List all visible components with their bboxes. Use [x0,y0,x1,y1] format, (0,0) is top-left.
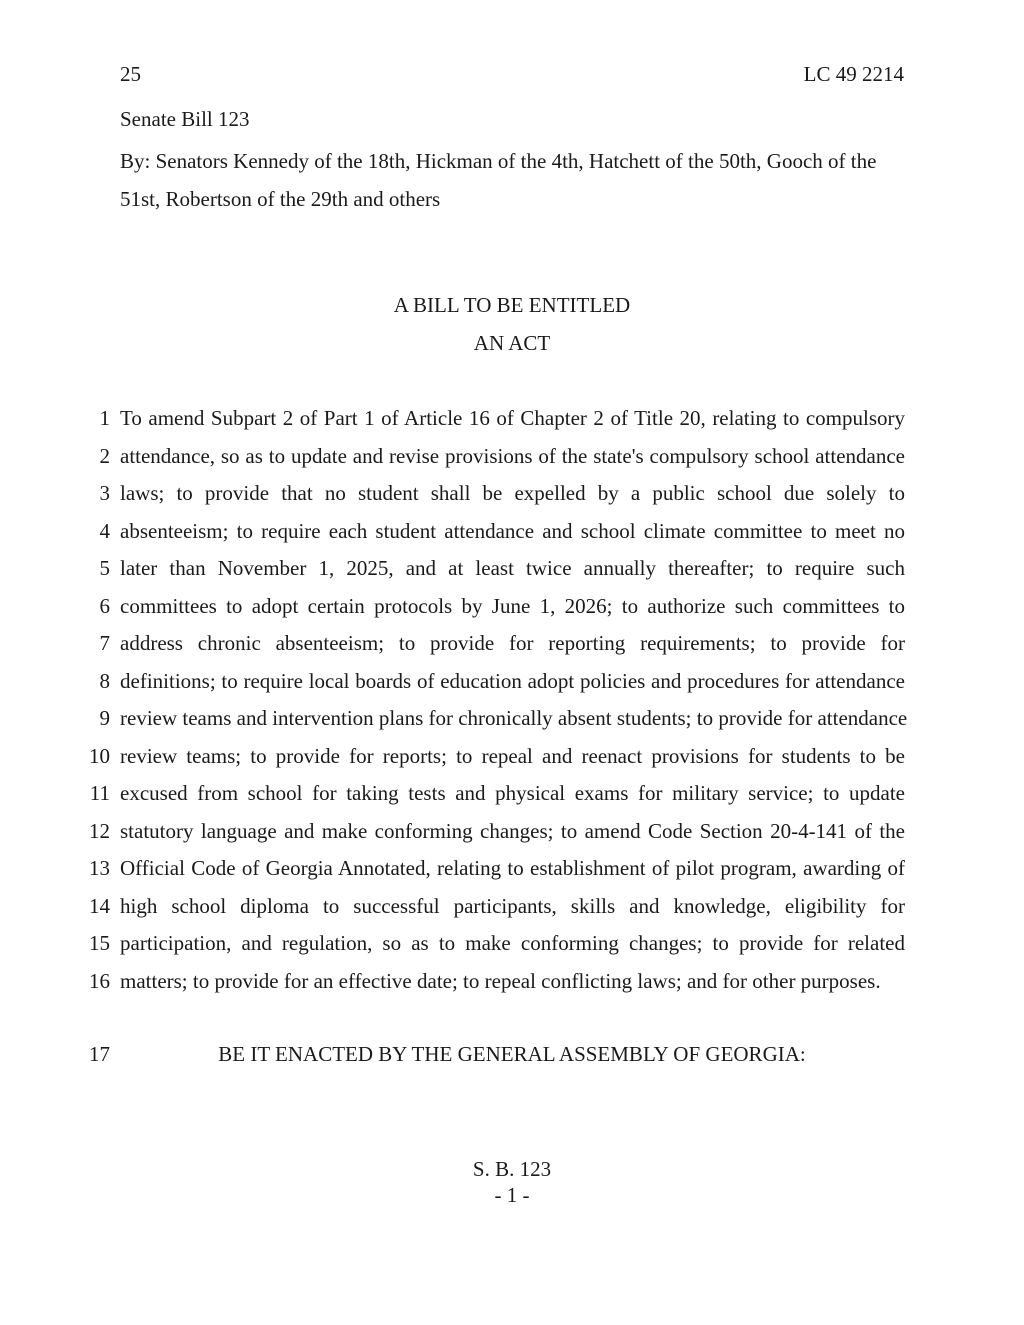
body-line [0,930,1024,968]
title-line-2: AN ACT [473,331,551,355]
line-number: 16 [89,968,110,993]
line-text: address chronic absenteeism; to provide for reporting requirements; to provide for [120,631,905,655]
body-line [0,518,1024,556]
line-number: 7 [99,631,110,655]
body-line [0,743,1024,781]
line-text: laws; to provide that no student shall be expelled by a public school due solely to [120,481,905,505]
line-text: participation, and regulation, so as to make conforming changes; to provide for related [120,931,905,955]
line-number: 12 [89,818,110,843]
line-text: matters; to provide for an effective date; to repeal conflicting laws; and for other purposes. [120,968,881,993]
line-number: 8 [99,668,110,693]
enacting-clause: BE IT ENACTED BY THE GENERAL ASSEMBLY OF GEORGIA: [218,1042,806,1066]
body-line [0,893,1024,931]
body-line [0,405,1024,443]
line-number: 2 [99,443,110,468]
body-line [0,855,1024,893]
body-line [0,480,1024,518]
bill-body [0,405,1024,1005]
line-text: To amend Subpart 2 of Part 1 of Article 16 of Chapter 2 of Title 20, relating to compulsory [120,406,905,430]
body-line [0,555,1024,593]
body-line [0,668,1024,706]
footer-bill-ref: S. B. 123 [472,1157,552,1181]
line-text: committees to adopt certain protocols by June 1, 2026; to authorize such committees to [120,593,905,618]
enacting-line-number: 17 [89,1042,110,1066]
line-number: 10 [89,743,110,768]
sponsors: By: Senators Kennedy of the 18th, Hickman of the 4th, Hatchett of the 50th, Gooch of the 51st, Robertson of the 29th and others [120,149,877,211]
line-text: definitions; to require local boards of education adopt policies and procedures for attendance [120,668,905,693]
line-text: review teams and intervention plans for chronically absent students; to provide for attendance [120,706,908,730]
line-number: 1 [99,406,110,430]
line-text: statutory language and make conforming changes; to amend Code Section 20-4-141 of the [120,818,905,843]
line-number: 11 [89,781,110,805]
session-number: 25 [120,62,141,86]
line-number: 15 [89,931,110,955]
line-number: 9 [99,706,110,730]
body-line [0,443,1024,481]
line-text: excused from school for taking tests and physical exams for military service; to update [120,781,905,805]
line-number: 4 [99,518,110,543]
lc-number: LC 49 2214 [803,62,904,86]
footer-page-number: - 1 - [494,1183,530,1207]
line-text: absenteeism; to require each student attendance and school climate committee to meet no [120,518,905,543]
body-line [0,818,1024,856]
line-text: attendance, so as to update and revise provisions of the state's compulsory school attendance [120,443,905,468]
bill-number: Senate Bill 123 [120,107,250,131]
body-line [0,968,1024,1006]
line-text: review teams; to provide for reports; to repeal and reenact provisions for students to be [120,743,905,768]
line-text: high school diploma to successful participants, skills and knowledge, eligibility for [120,893,905,918]
line-number: 5 [99,556,110,580]
line-number: 3 [99,481,110,505]
line-text: later than November 1, 2025, and at least twice annually thereafter; to require such [120,556,905,580]
title-line-1: A BILL TO BE ENTITLED [393,293,631,317]
body-line [0,780,1024,818]
line-number: 6 [99,593,110,618]
line-number: 14 [89,893,110,918]
body-line [0,630,1024,668]
body-line [0,705,1024,743]
line-text: Official Code of Georgia Annotated, relating to establishment of pilot program, awarding of [120,856,905,880]
line-number: 13 [89,856,110,880]
body-line [0,593,1024,631]
